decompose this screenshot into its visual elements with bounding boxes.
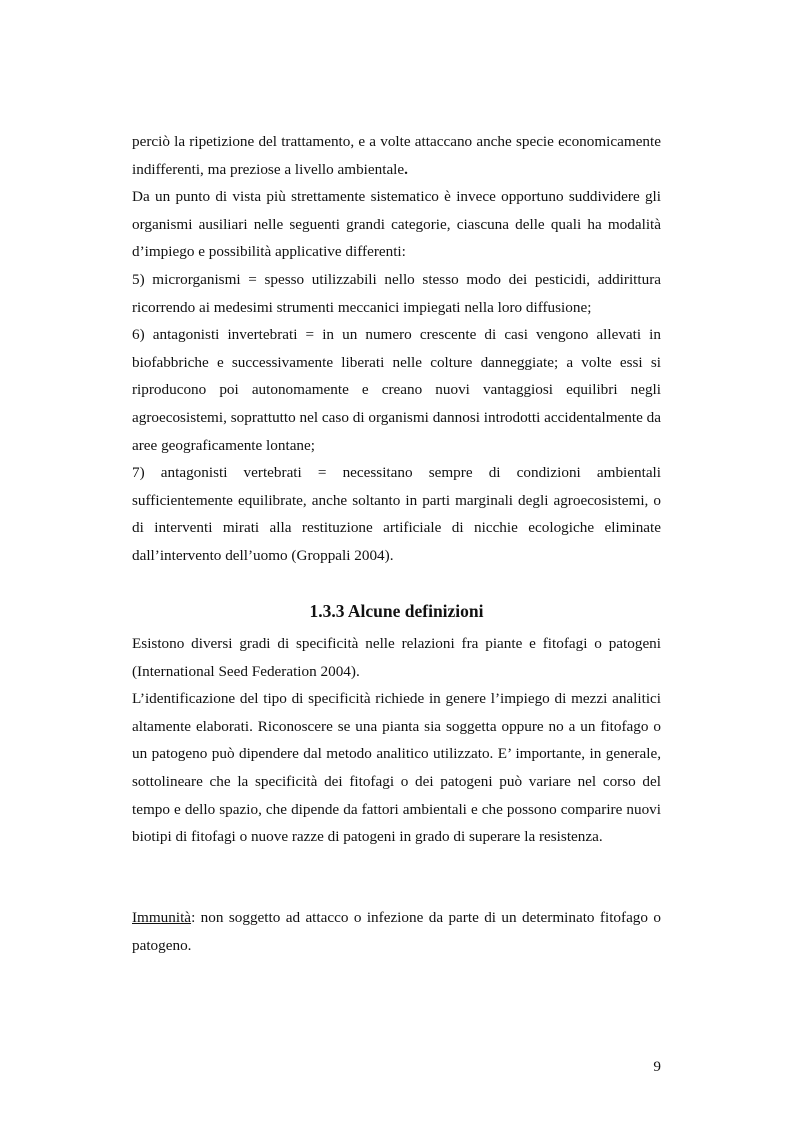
list-item-microrganismi: 5) microrganismi = spesso utilizzabili nello stesso modo dei pesticidi, addirittura ricorrendo ai medesimi strumenti meccanici impiegati nella loro diffusione; — [132, 270, 661, 316]
paragraph-end-mark: . — [404, 160, 408, 178]
body-text-block-1 — [132, 128, 661, 570]
list-item-antagonisti-vertebrati: 7) antagonisti vertebrati = necessitano sempre di condizioni ambientali sufficientemente equilibrate, anche soltanto in parti marginali degli agroecosistemi, o di interventi mirati alla restituzione artificiale di nicchie ecologiche eliminate dall’intervento dell’uomo (Groppali 2004). — [132, 464, 661, 564]
section-heading: 1.3.3 Alcune definizioni — [309, 601, 484, 621]
paragraph-categories-intro: Da un punto di vista più strettamente sistematico è invece opportuno suddividere gli organismi ausiliari nelle seguenti grandi categorie, ciascuna delle quali ha modalità d’impiego e possibilità applicative differenti: — [132, 188, 661, 261]
paragraph-specificity: Esistono diversi gradi di specificità nelle relazioni fra piante e fitofagi o patogeni (International Seed Federation 2004). — [132, 635, 661, 680]
body-text-block-2 — [132, 630, 661, 851]
definition-text: : non soggetto ad attacco o infezione da parte di un determinato fitofago o patogeno. — [132, 909, 661, 954]
page-number: 9 — [653, 1058, 661, 1075]
definition-block — [132, 904, 661, 959]
paragraph-continuation-text: perciò la ripetizione del trattamento, e a volte attaccano anche specie economicamente indifferenti, ma preziose a livello ambientale — [132, 133, 661, 178]
definition-immunita — [132, 904, 661, 959]
paragraph-identification: L’identificazione del tipo di specificità richiede in genere l’impiego di mezzi analitici altamente elaborati. Riconoscere se una pianta sia soggetta oppure no a un fitofago o un patogeno può dipendere dal metodo analitico utilizzato. E’ importante, in generale, sottolineare che la specificità dei fitofagi o dei patogeni può variare nel corso del tempo e dello spazio, che dipende da fattori ambientali e che possono comparire nuovi biotipi di fitofagi o nuove razze di patogeni in grado di superare la resistenza. — [132, 690, 661, 846]
paragraph-continuation — [132, 128, 661, 183]
list-item-antagonisti-invertebrati: 6) antagonisti invertebrati = in un numero crescente di casi vengono allevati in biofabbriche e successivamente liberati nelle colture danneggiate; a volte essi si riproducono poi autonomamente e creano nuovi vantaggiosi equilibri negli agroecosistemi, soprattutto nel caso di organismi dannosi introdotti accidentalmente da aree geograficamente lontane; — [132, 326, 661, 454]
definition-term: Immunità — [132, 909, 192, 926]
